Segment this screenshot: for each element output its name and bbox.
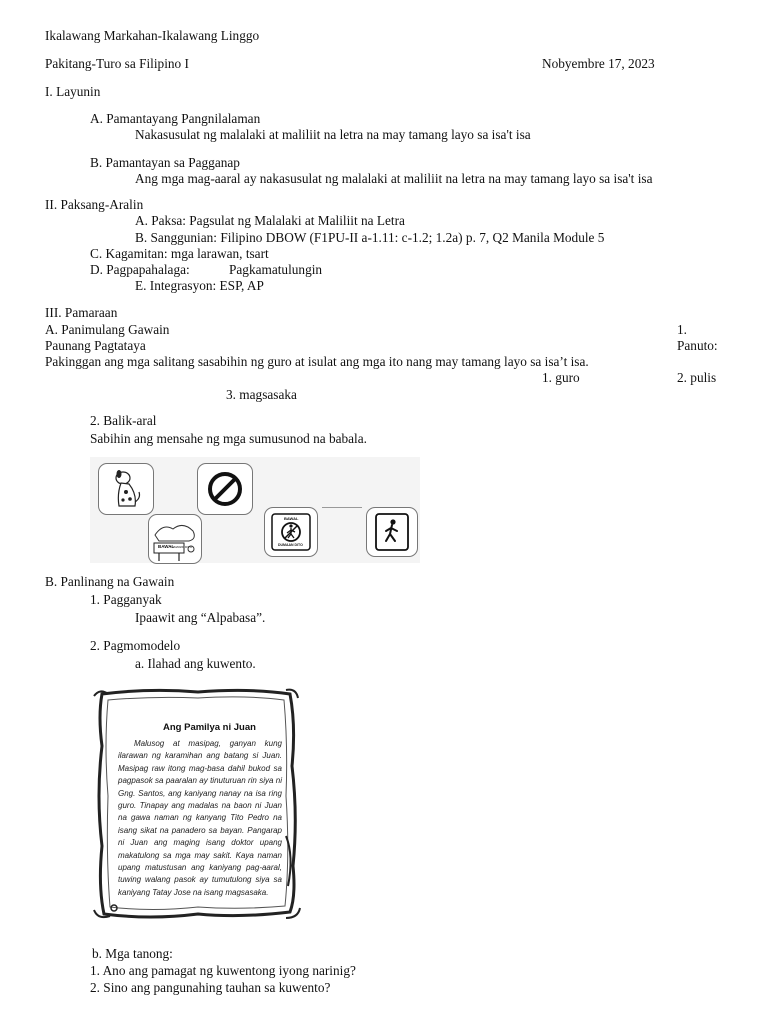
item-number-1: 1. [677, 322, 687, 337]
bawal-tumawid-sign [148, 514, 202, 564]
story-text: Malusog at masipag, ganyan kung ilarawan ng karamihan ang batang si Juan. Masipag raw itong mag-basa dahil bukod sa pagpasok sa paaralan ay tinuturuan rin siya ni Gng. Santos, ang kaniyang nanay na isa ring guro. Tinapay ang madalas na baon ni Juan na gawa naman ng kanyang Tito Pedro na isang sikat na panadero sa bayan. Pangarap ni Juan ang maging isang doktor upang makatulong sa mga may sakit. Kaya naman upang matustusan ang kaniyang pag-aaral, tuwing walang pasok ay tumutulong siya sa kaniyang Tatay Jose na isang magsasaka. [118, 739, 282, 897]
layunin-b-text: Ang mga mag-aaral ay nakasusulat ng malalaki at maliliit na letra na may tamang layo sa isa't isa [135, 171, 653, 186]
balik-aral-text: Sabihin ang mensahe ng mga sumusunod na babala. [90, 431, 367, 446]
paksa-line: A. Paksa: Pagsulat ng Malalaki at Maliliit na Letra [135, 213, 405, 228]
panlinang-heading: B. Panlinang na Gawain [45, 574, 175, 589]
pagpapahalaga-value: Pagkamatulungin [229, 262, 323, 277]
bawal-label: BAWAL [158, 544, 175, 549]
layunin-heading: I. Layunin [45, 84, 101, 99]
prohibited-sign [197, 463, 253, 515]
pedestrian-sign [366, 507, 418, 557]
bawal-dumaan-bottom: DUMAAN DITO [278, 543, 303, 547]
pagmomodelo-title: 2. Pagmomodelo [90, 638, 181, 653]
story-title: Ang Pamilya ni Juan [163, 722, 256, 733]
divider-line [322, 507, 362, 508]
dog-icon [99, 464, 153, 514]
pedestrian-icon [367, 508, 417, 556]
ilahad-text: a. Ilahad ang kuwento. [135, 656, 256, 671]
subject-line: Pakitang-Turo sa Filipino I [45, 56, 189, 71]
kagamitan-line: C. Kagamitan: mga larawan, tsart [90, 246, 269, 261]
pagpapahalaga-label: D. Pagpapahalaga: [90, 262, 190, 277]
word-pulis: 2. pulis [677, 370, 717, 385]
word-magsasaka: 3. magsasaka [226, 387, 297, 402]
layunin-a-text: Nakasusulat ng malalaki at maliliit na letra na may tamang layo sa isa't isa [135, 127, 531, 142]
integrasyon-line: E. Integrasyon: ESP, AP [135, 278, 264, 293]
bawal-tumawid-illustration [149, 515, 201, 563]
pamaraan-heading: III. Pamaraan [45, 305, 118, 320]
sanggunian-line: B. Sanggunian: Filipino DBOW (F1PU-II a-1.11: c-1.2; 1.2a) p. 7, Q2 Manila Module 5 [135, 230, 605, 245]
mga-tanong-title: b. Mga tanong: [92, 946, 173, 961]
bawal-dumaan-sign [264, 507, 318, 557]
quarter-week-line: Ikalawang Markahan-Ikalawang Linggo [45, 28, 260, 43]
pagganyak-title: 1. Pagganyak [90, 592, 162, 607]
balik-aral-title: 2. Balik-aral [90, 413, 157, 428]
panimulang-gawain-title: A. Panimulang Gawain [45, 322, 170, 337]
dog-sign [98, 463, 154, 515]
question-1: 1. Ano ang pamagat ng kuwentong iyong narinig? [90, 963, 356, 978]
prohibited-icon [198, 464, 252, 514]
pagganyak-text: Ipaawit ang “Alpabasa”. [135, 610, 266, 625]
word-guro: 1. guro [542, 370, 580, 385]
bawal-dumaan-top: BAWAL [284, 516, 299, 521]
bawal-sub: TUMAWID DITO [170, 545, 193, 549]
question-2: 2. Sino ang pangunahing tauhan sa kuwento? [90, 980, 331, 995]
layunin-a-title: A. Pamantayang Pangnilalaman [90, 111, 261, 126]
paunang-pagtataya: Paunang Pagtataya [45, 338, 146, 353]
date-line: Nobyembre 17, 2023 [542, 56, 655, 71]
pagtataya-instruction: Pakinggan ang mga salitang sasabihin ng guro at isulat ang mga ito nang may tamang layo sa isa’t isa. [45, 354, 589, 369]
panuto-label: Panuto: [677, 338, 718, 353]
layunin-b-title: B. Pamantayan sa Pagganap [90, 155, 240, 170]
paksang-aralin-heading: II. Paksang-Aralin [45, 197, 144, 212]
signs-image [90, 457, 420, 563]
